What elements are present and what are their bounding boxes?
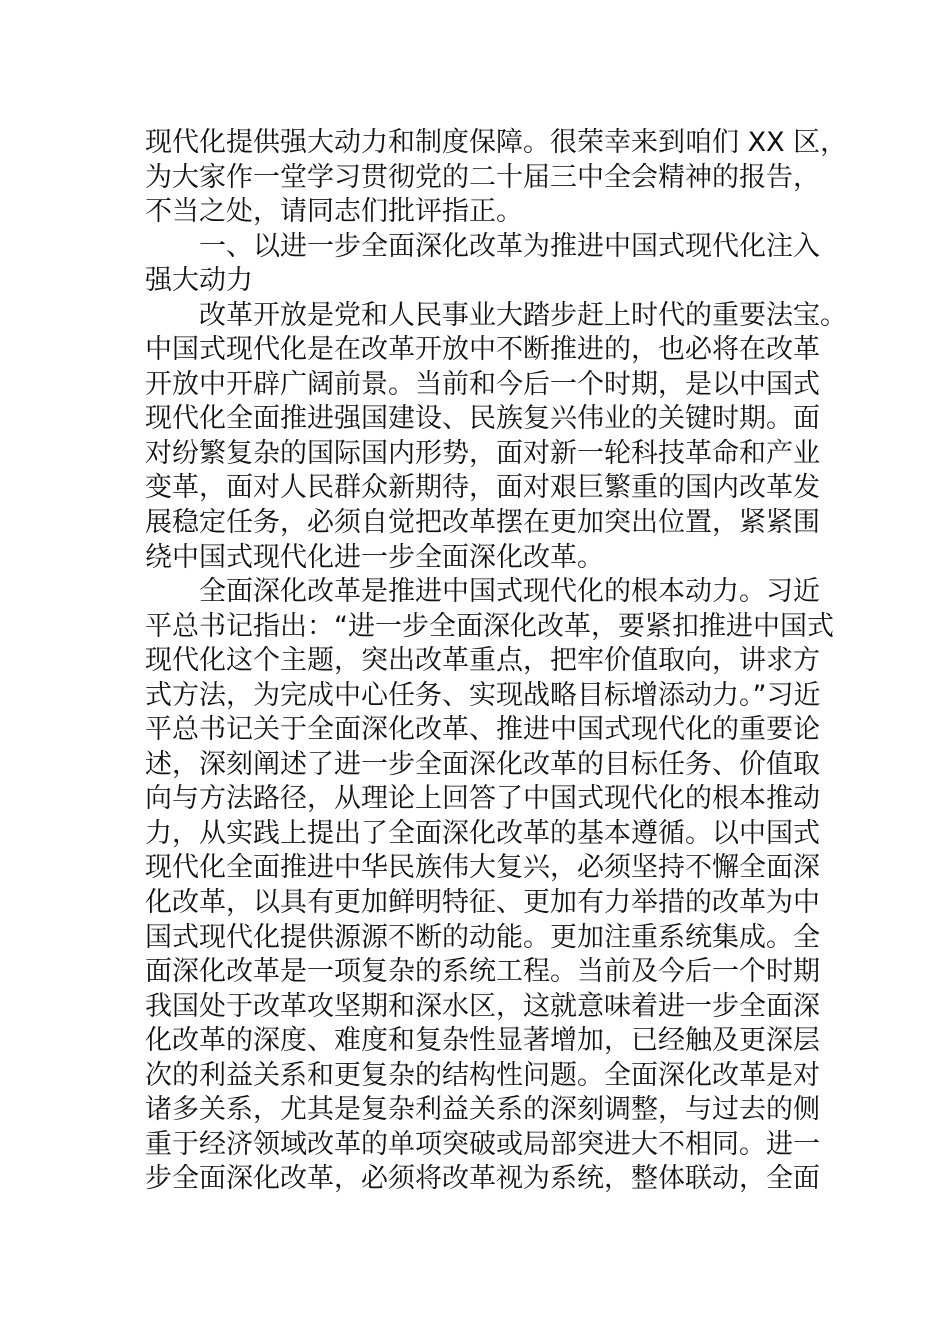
text-line: 对纷繁复杂的国际国内形势，面对新一轮科技革命和产业 (145, 437, 820, 469)
text-line: 诸多关系，尤其是复杂利益关系的深刻调整，与过去的侧 (145, 1094, 820, 1126)
paragraph-start: 全面深化改革是推进中国式现代化的根本动力。习近 (199, 576, 820, 608)
text-line: 国式现代化提供源源不断的动能。更加注重系统集成。全 (145, 921, 820, 953)
text-line: 开放中开辟广阔前景。当前和今后一个时期，是以中国式 (145, 368, 820, 400)
text-line: 式方法，为完成中心任务、实现战略目标增添动力。”习近 (145, 679, 821, 711)
text-line: 步全面深化改革，必须将改革视为系统，整体联动，全面 (145, 1163, 820, 1195)
paragraph-start: 改革开放是党和人民事业大踏步赶上时代的重要法宝。 (199, 299, 847, 331)
text-line: 现代化提供强大动力和制度保障。很荣幸来到咱们 XX 区， (145, 127, 848, 158)
section-heading-continued: 强大动力 (145, 265, 253, 297)
text-line: 平总书记指出：“进一步全面深化改革，要紧扣推进中国式 (145, 610, 834, 642)
text-line: 化改革的深度、难度和复杂性显著增加，已经触及更深层 (145, 1025, 820, 1057)
text-line: 变革，面对人民群众新期待，面对艰巨繁重的国内改革发 (145, 472, 820, 504)
section-heading: 一、以进一步全面深化改革为推进中国式现代化注入 (199, 230, 820, 262)
text-line: 向与方法路径，从理论上回答了中国式现代化的根本推动 (145, 783, 820, 815)
text-line: 不当之处，请同志们批评指正。 (145, 196, 523, 228)
text-line: 为大家作一堂学习贯彻党的二十届三中全会精神的报告， (145, 161, 820, 193)
text-line: 展稳定任务，必须自觉把改革摆在更加突出位置，紧紧围 (145, 507, 820, 539)
text-line: 现代化全面推进强国建设、民族复兴伟业的关键时期。面 (145, 403, 820, 435)
text-line: 绕中国式现代化进一步全面深化改革。 (145, 541, 604, 573)
text-line: 平总书记关于全面深化改革、推进中国式现代化的重要论 (145, 714, 820, 746)
text-line: 现代化全面推进中华民族伟大复兴，必须坚持不懈全面深 (145, 852, 820, 884)
text-line: 面深化改革是一项复杂的系统工程。当前及今后一个时期 (145, 956, 820, 988)
text-line: 我国处于改革攻坚期和深水区，这就意味着进一步全面深 (145, 990, 820, 1022)
text-line: 力，从实践上提出了全面深化改革的基本遵循。以中国式 (145, 817, 820, 849)
body-text (145, 126, 848, 1197)
text-line: 次的利益关系和更复杂的结构性问题。全面深化改革是对 (145, 1059, 820, 1091)
text-line: 化改革，以具有更加鲜明特征、更加有力举措的改革为中 (145, 887, 820, 919)
text-line: 中国式现代化是在改革开放中不断推进的，也必将在改革 (145, 334, 820, 366)
text-line: 重于经济领域改革的单项突破或局部突进大不相同。进一 (145, 1128, 820, 1160)
text-line: 现代化这个主题，突出改革重点，把牢价值取向，讲求方 (145, 645, 820, 677)
text-line: 述，深刻阐述了进一步全面深化改革的目标任务、价值取 (145, 748, 820, 780)
